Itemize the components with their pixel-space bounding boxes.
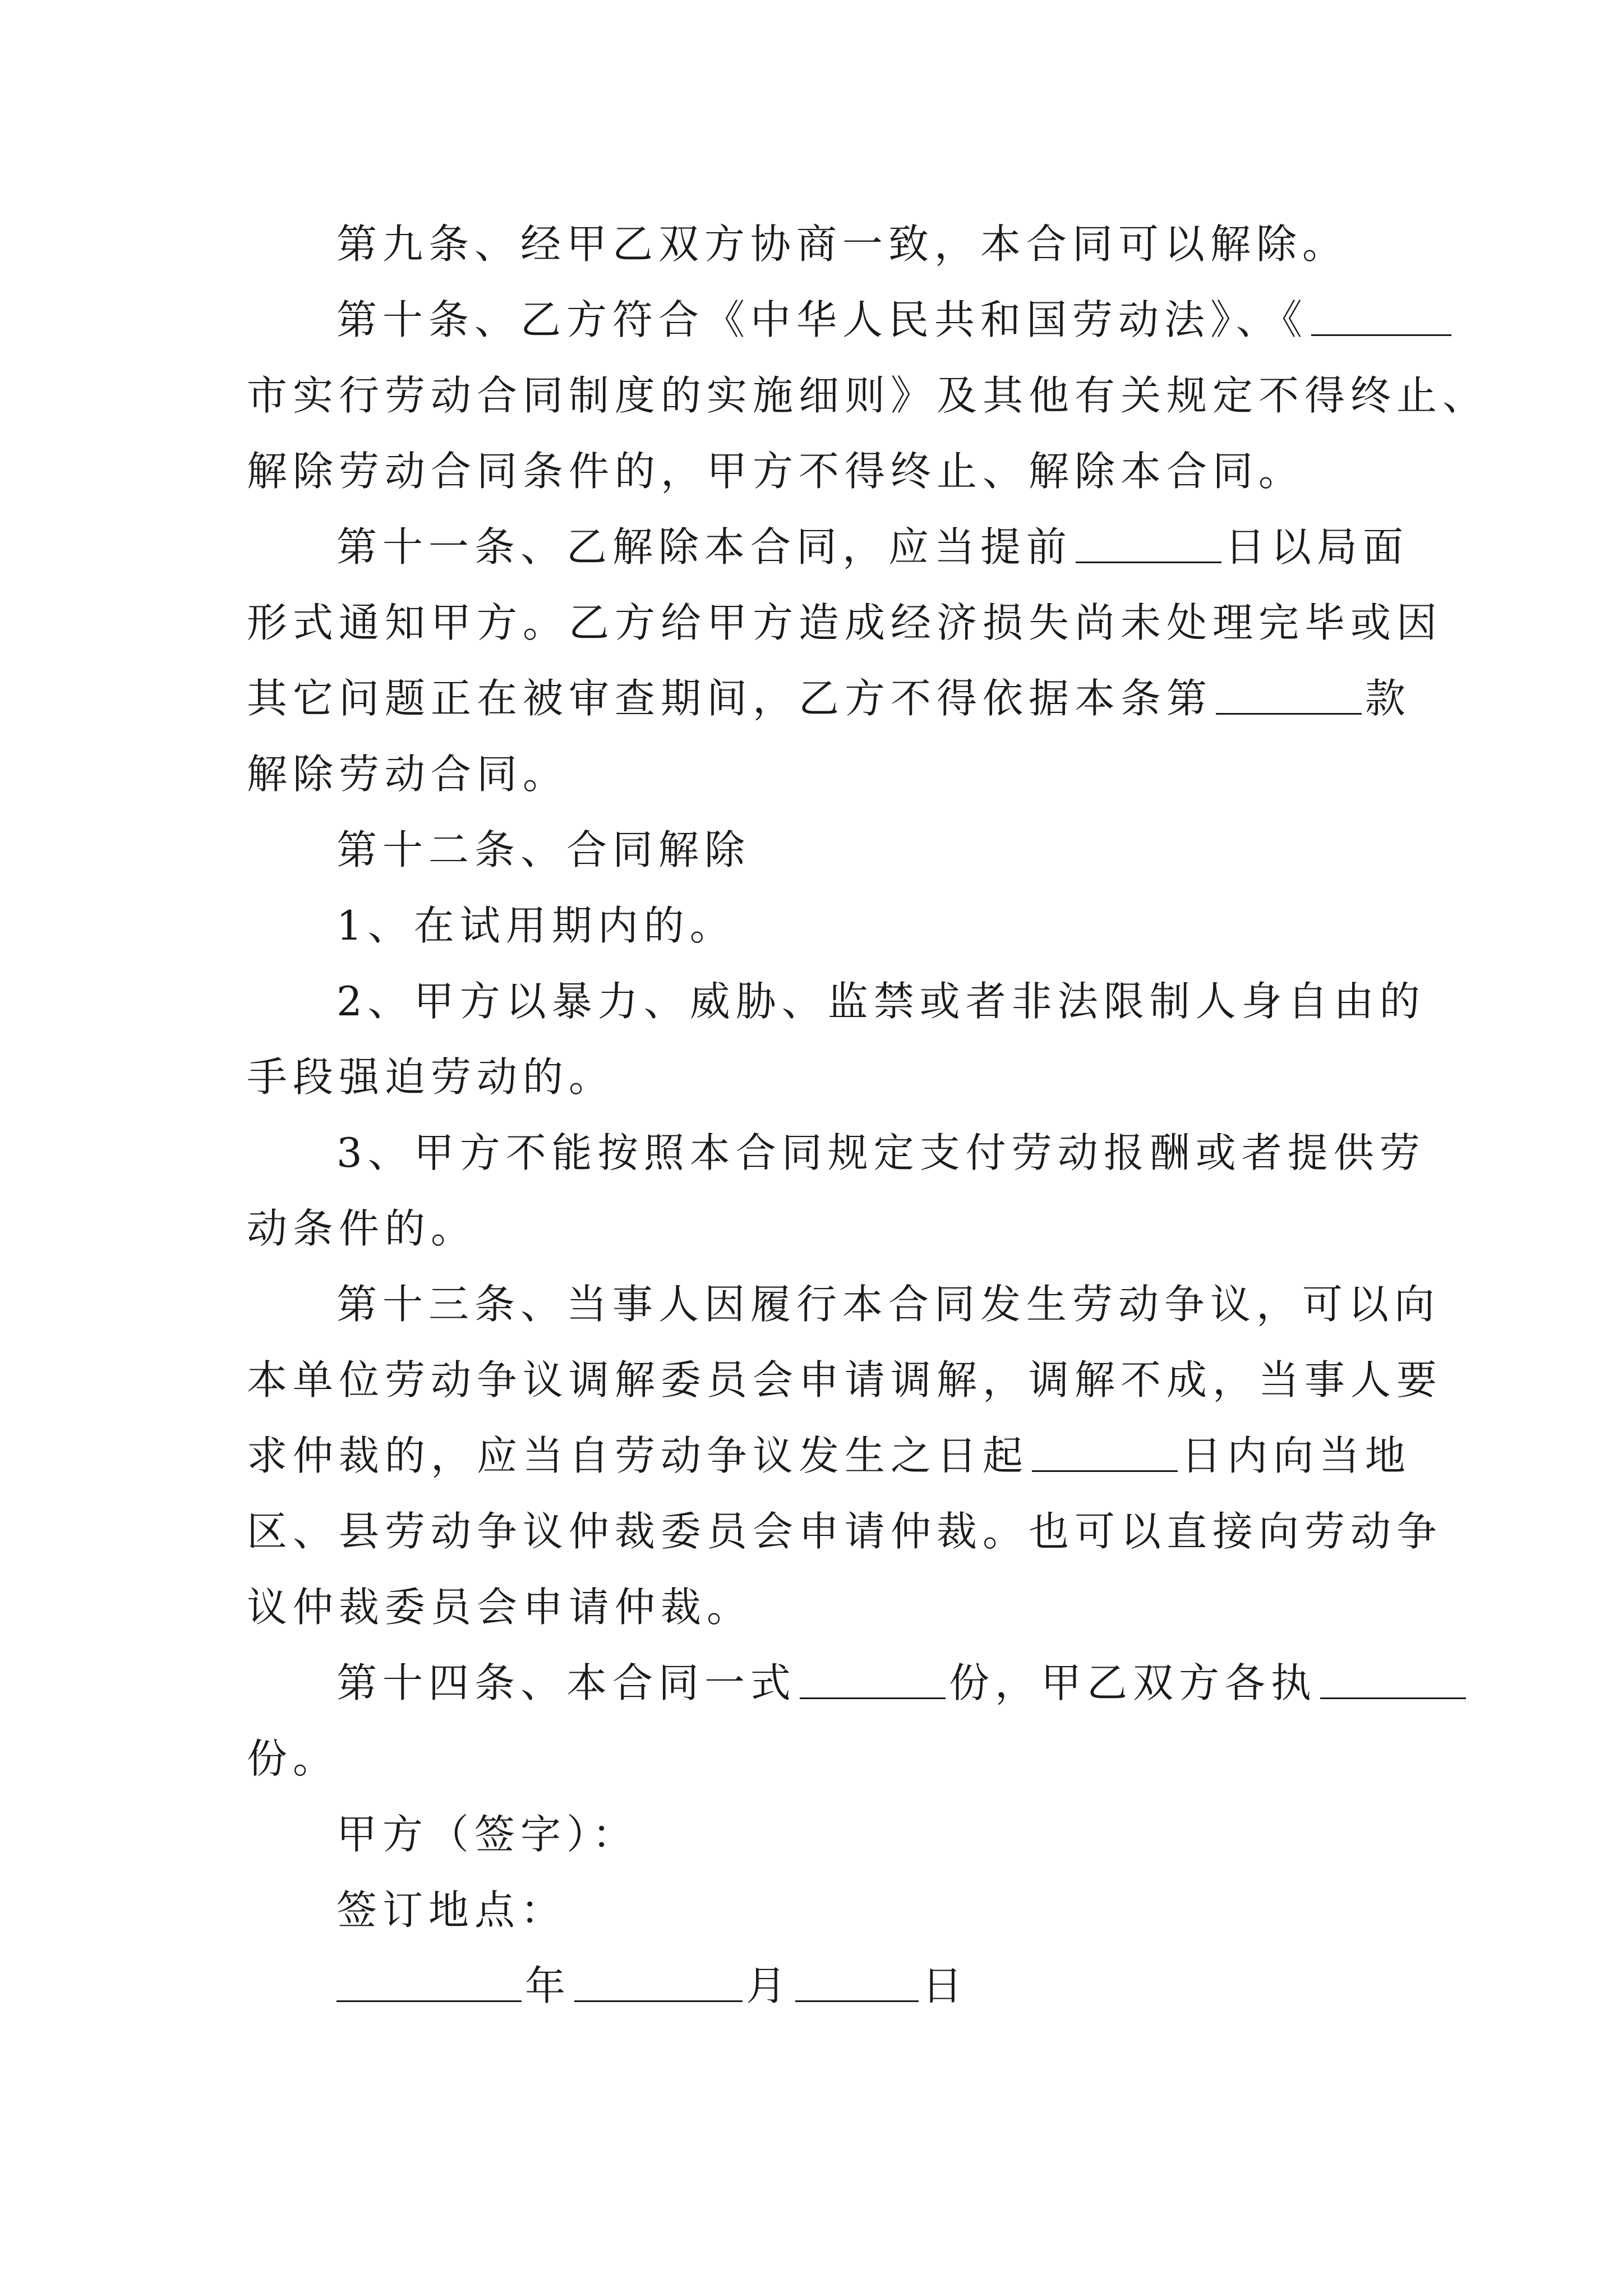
month-blank [574,1960,743,2002]
paragraph-line [247,1503,1442,1559]
paragraph-line [247,443,1304,499]
fill-in-blank [1311,294,1451,336]
text-segment: 其它问题正在被审查期间，乙方不得依据本条第 [247,675,1213,722]
text-segment: 2、甲方以暴力、威胁、监禁或者非法限制人身自由的 [336,978,1426,1025]
paragraph-line [247,1352,1442,1408]
text-segment: 第十条、乙方符合《中华人民共和国劳动法》、《 [336,296,1308,343]
text-segment: 第十四条、本合同一式 [336,1659,797,1706]
party-a-signature-label: 甲方（签字）： [336,1811,639,1858]
paragraph-line [336,822,750,878]
paragraph-line [247,1579,753,1635]
text-segment: 份。 [247,1735,339,1782]
fill-in-blank [1320,1657,1466,1699]
text-segment: 第十一条、乙解除本合同，应当提前 [336,523,1073,570]
text-segment: 第十三条、当事人因履行本合同发生劳动争议，可以向 [336,1281,1441,1328]
text-segment: 日以局面 [1225,523,1409,570]
paragraph-line [247,367,1488,424]
paragraph-line [247,1731,339,1787]
paragraph-line [247,746,569,802]
date-month-label: 月 [746,1962,792,2009]
text-segment: 形式通知甲方。乙方给甲方造成经济损失尚未处理完毕或因 [247,599,1443,646]
day-blank [795,1960,919,2002]
paragraph-line [336,519,1409,575]
text-segment: 解除劳动合同。 [247,751,569,798]
fill-in-blank [1076,521,1221,563]
paragraph-line [336,292,1455,348]
text-segment: 3、甲方不能按照本合同规定支付劳动报酬或者提供劳 [336,1129,1426,1176]
date-year-label: 年 [525,1962,571,2009]
text-segment: 第十二条、合同解除 [336,826,751,873]
paragraph-line [336,1276,1440,1332]
text-segment: 议仲裁委员会申请仲裁。 [247,1584,753,1631]
text-segment: 解除劳动合同条件的，甲方不得终止、解除本合同。 [247,448,1305,495]
paragraph-line [336,216,1348,272]
text-segment: 日内向当地 [1181,1432,1412,1479]
paragraph-line [336,1655,1469,1711]
text-segment: 区、县劳动争议仲裁委员会申请仲裁。也可以直接向劳动争 [247,1508,1443,1555]
year-blank [336,1960,522,2002]
paragraph-line [247,1049,615,1105]
paragraph-line [247,1428,1411,1484]
text-segment: 求仲裁的，应当自劳动争议发生之日起 [247,1432,1029,1479]
date-day-label: 日 [922,1962,969,2009]
text-segment: 市实行劳动合同制度的实施细则》及其他有关规定不得终止、 [247,372,1489,419]
text-segment: 份，甲乙双方各执 [949,1659,1317,1706]
signature-line [336,1806,638,1862]
date-line [336,1958,968,2014]
paragraph-line [247,670,1411,726]
text-segment: 款 [1365,675,1412,722]
fill-in-blank [1216,673,1362,715]
text-segment: 本单位劳动争议调解委员会申请调解，调解不成，当事人要 [247,1356,1443,1404]
signing-place-label: 签订地点： [336,1887,567,1934]
paragraph-line [336,973,1426,1029]
signature-line [336,1882,566,1938]
paragraph-line [247,595,1442,651]
paragraph-line [336,898,736,954]
text-segment: 手段强迫劳动的。 [247,1053,615,1101]
text-segment: 第九条、经甲乙双方协商一致，本合同可以解除。 [336,220,1349,268]
paragraph-line [336,1125,1426,1181]
fill-in-blank [1032,1430,1178,1472]
paragraph-line [247,1200,477,1257]
text-segment: 1、在试用期内的。 [336,902,736,949]
text-segment: 动条件的。 [247,1205,477,1252]
fill-in-blank [800,1657,946,1699]
